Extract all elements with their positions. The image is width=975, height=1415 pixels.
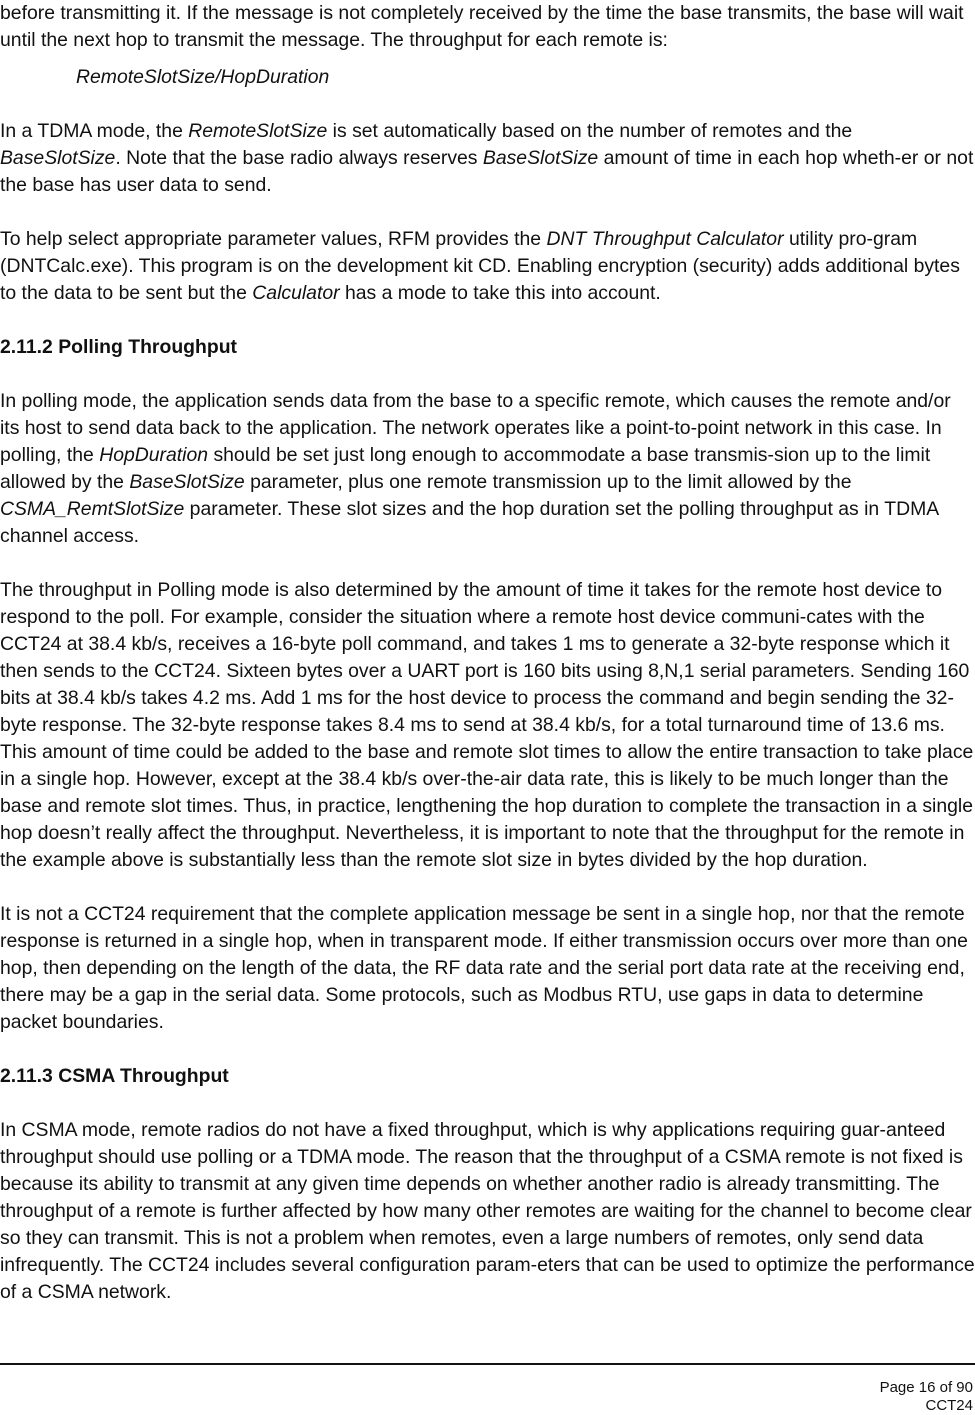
text-run: parameter. These slot sizes and the hop duration set the polling throughput as in TDMA channel access. — [0, 498, 939, 547]
section-heading-csma: 2.11.3 CSMA Throughput — [0, 1065, 229, 1087]
param-name: BaseSlotSize — [129, 471, 245, 493]
param-name: RemoteSlotSize — [188, 120, 328, 142]
document-name: CCT24 — [925, 1397, 973, 1414]
text-run: amount of time in each hop wheth-er or not the base has user data to send. — [0, 147, 974, 196]
text-run: . Note that the base radio always reserves — [115, 147, 483, 169]
calculator-paragraph — [0, 226, 975, 307]
page-footer — [673, 1379, 973, 1415]
product-name: DNT Throughput Calculator — [546, 228, 784, 250]
text-run: has a mode to take this into account. — [339, 282, 661, 304]
intro-paragraph: before transmitting it. If the message is not completely received by the time the base transmits, the base will wait until the next hop to transmit the message. The throughput for each remote is: — [0, 2, 964, 51]
param-name: BaseSlotSize — [0, 147, 116, 169]
polling-paragraph-3: It is not a CCT24 requirement that the complete application message be sent in a single hop, nor that the remote response is returned in a single hop, when in transparent mode. If either transmission occurs over more than one hop, then depending on the length of the data, the RF data rate and the serial port data rate at the receiving end, there may be a gap in the serial data. Some protocols, such as Modbus RTU, use gaps in data to determine packet boundaries. — [0, 903, 968, 1033]
csma-paragraph: In CSMA mode, remote radios do not have a fixed throughput, which is why applications requiring guar-anteed throughput should use polling or a TDMA mode. The reason that the throughput of a CSMA remote is not fixed is because its ability to transmit at any given time depends on whether another radio is already transmitting. The throughput of a remote is further affected by how many other remotes are waiting for the channel to become clear so they can transmit. This is not a problem when remotes, even a large numbers of remotes, only send data infrequently. The CCT24 includes several configuration param-eters that can be used to optimize the performance of a CSMA network. — [0, 1119, 975, 1303]
polling-paragraph-2: The throughput in Polling mode is also determined by the amount of time it takes for the remote host device to respond to the poll. For example, consider the situation where a remote host device communi-cates with the CCT24 at 38.4 kb/s, receives a 16-byte poll command, and takes 1 ms to generate a 32-byte response which it then sends to the CCT24. Sixteen bytes over a UART port is 160 bits using 8,N,1 serial parameters. Sending 160 bits at 38.4 kb/s takes 4.2 ms. Add 1 ms for the host device to process the command and begin sending the 32-byte response. The 32-byte response takes 8.4 ms to send at 38.4 kb/s, for a total turnaround time of 13.6 ms. This amount of time could be added to the base and remote slot times to allow the entire transaction to take place in a single hop. However, except at the 38.4 kb/s over-the-air data rate, this is likely to be much longer than the base and remote slot times. Thus, in practice, lengthening the hop duration to complete the transaction in a single hop doesn’t really affect the throughput. Nevertheless, it is important to note that the throughput for the remote in the example above is substantially less than the remote slot size in bytes divided by the hop duration. — [0, 579, 974, 871]
polling-paragraph-1 — [0, 388, 975, 550]
text-run: utility pro-gram (DNTCalc.exe). This program is on the development kit CD. Enabling encryption (security) adds additional bytes to the data to be sent but the — [0, 228, 960, 304]
text-run: In polling mode, the application sends data from the base to a specific remote, which causes the remote and/or its host to send data back to the application. The network operates like a point-to-point network in this case. In polling, the — [0, 390, 951, 466]
product-name: Calculator — [252, 282, 340, 304]
param-name: BaseSlotSize — [482, 147, 599, 169]
page-number: Page 16 of 90 — [879, 1379, 973, 1396]
throughput-formula: RemoteSlotSize/HopDuration — [76, 66, 330, 88]
text-run: is set automatically based on the number of remotes and the — [327, 120, 853, 142]
footer-divider — [0, 1363, 975, 1365]
param-name: CSMA_RemtSlotSize — [0, 498, 185, 520]
param-name: HopDuration — [99, 444, 209, 466]
text-run: parameter, plus one remote transmission up to the limit allowed by the — [244, 471, 852, 493]
text-run: should be set just long enough to accommodate a base transmis-sion up to the limit allowed by the — [0, 444, 931, 493]
tdma-paragraph — [0, 118, 975, 199]
text-run: To help select appropriate parameter values, RFM provides the — [0, 228, 547, 250]
text-run: In a TDMA mode, the — [0, 120, 189, 142]
section-heading-polling: 2.11.2 Polling Throughput — [0, 336, 238, 358]
